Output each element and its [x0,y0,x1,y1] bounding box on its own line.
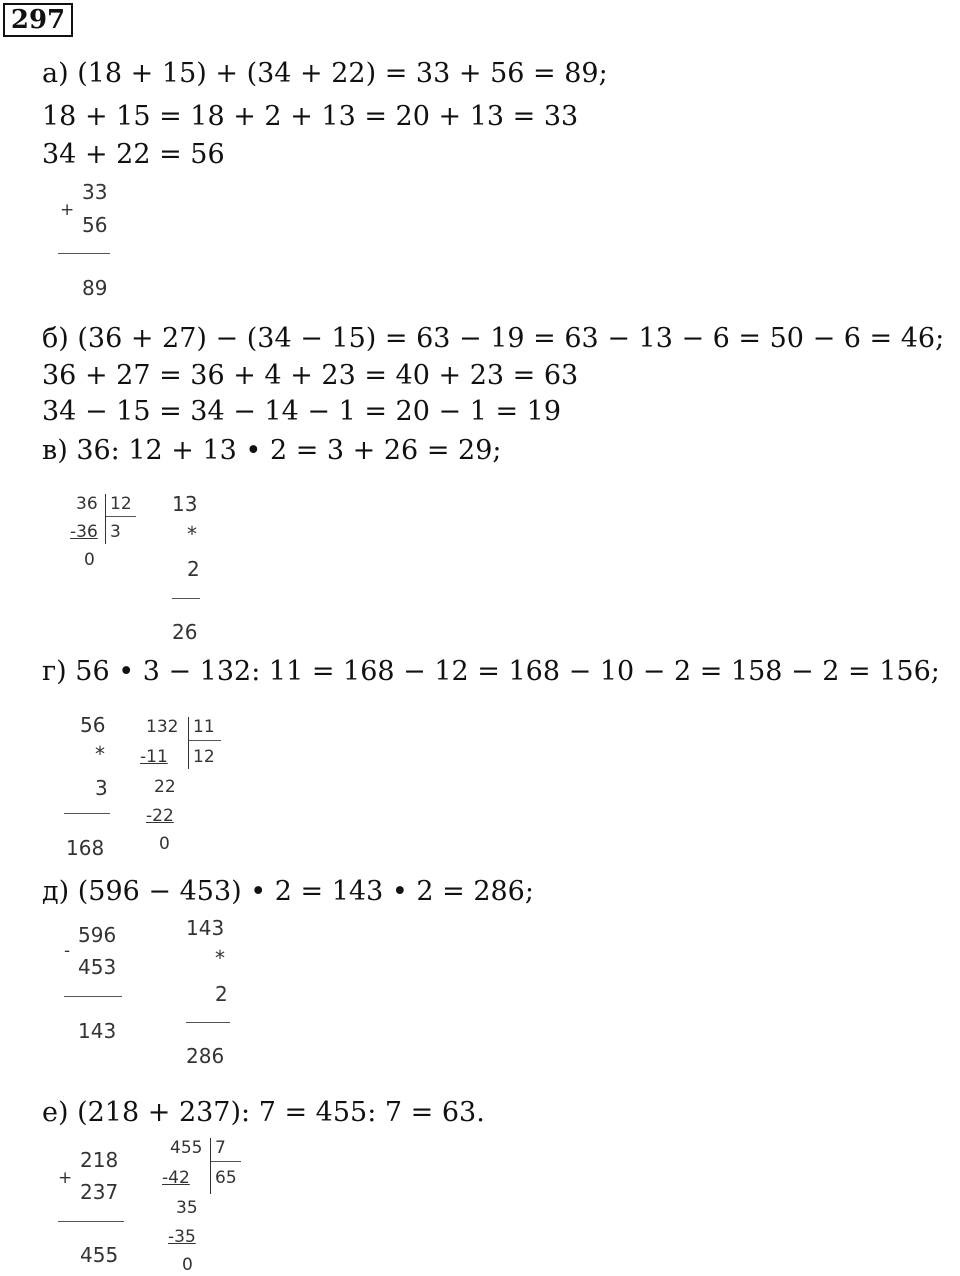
dividend: 36 [76,494,98,514]
result-line [58,253,110,254]
divisor-line [211,1161,241,1162]
subtrahend-1: -11 [140,747,168,767]
factor-top: 143 [186,916,225,940]
part-g-equation: г) 56 • 3 − 132: 11 = 168 − 12 = 168 − 10 − 2 = 158 − 2 = 156; [42,656,940,687]
subtrahend-2: -35 [168,1227,196,1247]
result-line [64,996,122,997]
addend-top: 33 [82,180,108,204]
part-d-equation: д) (596 − 453) • 2 = 143 • 2 = 286; [42,876,534,907]
dividend: 455 [170,1138,203,1158]
result-line [172,598,200,599]
intermediate: 35 [176,1198,198,1218]
factor-top: 56 [80,713,106,737]
part-b-line-2: 34 − 15 = 34 − 14 − 1 = 20 − 1 = 19 [42,396,562,427]
intermediate: 22 [154,777,176,797]
subtrahend-1: -42 [162,1168,190,1188]
minuend: 596 [78,923,117,947]
quotient: 3 [110,522,121,542]
addend-bottom: 237 [80,1180,119,1204]
division-bar [188,717,189,769]
result-line [186,1022,230,1023]
result-line [64,813,110,814]
problem-number-badge: 297 [3,3,73,37]
subtrahend: 453 [78,955,117,979]
dividend: 132 [146,717,179,737]
part-b-equation: б) (36 + 27) − (34 − 15) = 63 − 19 = 63 − 13 − 6 = 50 − 6 = 46; [42,323,945,354]
subtrahend-2: -22 [146,806,174,826]
factor-bottom: 2 [215,982,228,1006]
part-b-line-1: 36 + 27 = 36 + 4 + 23 = 40 + 23 = 63 [42,360,579,391]
part-a-equation: а) (18 + 15) + (34 + 22) = 33 + 56 = 89; [42,58,608,89]
remainder: 0 [182,1255,193,1275]
remainder: 0 [84,550,95,570]
part-a-line-2: 34 + 22 = 56 [42,139,225,170]
addend-bottom: 56 [82,213,108,237]
multiply-sign: * [187,522,197,546]
subtrahend: -36 [70,522,98,542]
product-result: 26 [172,620,198,644]
divisor-line [189,740,221,741]
multiply-sign: * [95,742,105,766]
divisor: 7 [215,1138,226,1158]
minus-sign: - [64,941,71,961]
plus-sign: + [60,200,75,220]
part-v-equation: в) 36: 12 + 13 • 2 = 3 + 26 = 29; [42,435,502,466]
difference-result: 143 [78,1019,117,1043]
part-e-equation: е) (218 + 237): 7 = 455: 7 = 63. [42,1097,485,1128]
remainder: 0 [159,834,170,854]
divisor: 11 [193,717,215,737]
product-result: 168 [66,836,105,860]
factor-top: 13 [172,492,198,516]
division-bar [210,1138,211,1194]
part-a-line-1: 18 + 15 = 18 + 2 + 13 = 20 + 13 = 33 [42,101,579,132]
quotient: 12 [193,747,215,767]
divisor: 12 [110,494,132,514]
addend-top: 218 [80,1148,119,1172]
factor-bottom: 3 [95,776,108,800]
result-line [58,1221,124,1222]
divisor-line [106,516,136,517]
plus-sign: + [58,1168,73,1188]
sum-result: 455 [80,1243,119,1267]
division-bar [105,494,106,544]
multiply-sign: * [215,946,225,970]
quotient: 65 [215,1168,237,1188]
product-result: 286 [186,1044,225,1068]
sum-result: 89 [82,276,108,300]
factor-bottom: 2 [187,557,200,581]
